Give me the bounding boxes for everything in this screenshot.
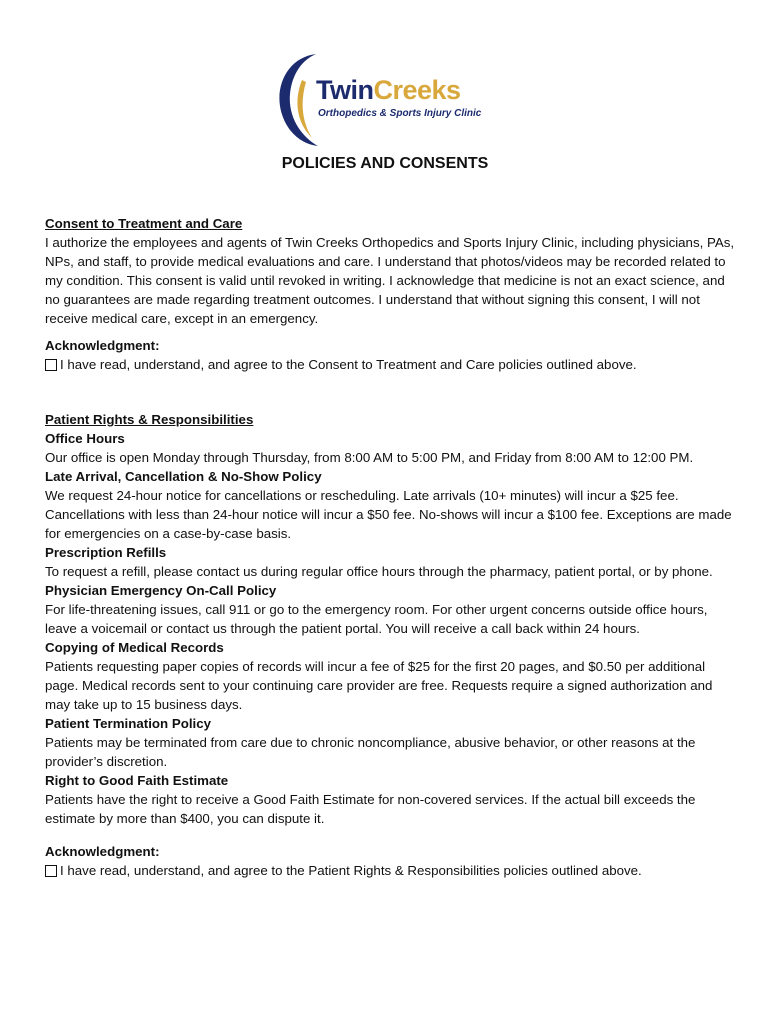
rights-acknowledgment [45,842,735,880]
logo-tagline: Orthopedics & Sports Injury Clinic [318,108,482,119]
document-body [45,214,735,880]
consent-acknowledgment [45,336,735,374]
section-body: Our office is open Monday through Thursday, from 8:00 AM to 5:00 PM, and Friday from 8:00 AM to 12:00 PM. [45,450,694,465]
section-title: Office Hours [45,431,125,446]
consent-body: I authorize the employees and agents of Twin Creeks Orthopedics and Sports Injury Clinic, including physicians, PAs, NPs, and staff, to provide medical evaluations and care. I understand that photos/videos may be recorded related to my condition. This consent is valid until revoked in writing. I acknowledge that medicine is not an exact science, and no guarantees are made regarding treatment outcomes. I understand that without signing this consent, I will not receive medical care, except in an emergency. [45,235,735,326]
section-title: Right to Good Faith Estimate [45,773,229,788]
section-body: We request 24-hour notice for cancellations or rescheduling. Late arrivals (10+ minutes) will incur a $25 fee. Cancellations with less than 24-hour notice will incur a $50 fee. No-shows will incur a $100 fee. Exceptions are made for emergencies on a case-by-case basis. [45,488,732,541]
page-title: POLICIES AND CONSENTS [281,155,489,172]
section-title: Late Arrival, Cancellation & No-Show Policy [45,469,322,484]
section-body: Patients may be terminated from care due to chronic noncompliance, abusive behavior, or other reasons at the provider’s discretion. [45,735,696,769]
rights-section-medical-records [45,638,735,714]
section-title: Patient Termination Policy [45,716,211,731]
consent-ack-checkbox[interactable] [45,359,57,371]
rights-section-late-arrival [45,467,735,543]
section-title: Physician Emergency On-Call Policy [45,583,277,598]
rights-section-prescription-refills [45,543,735,581]
consent-ack-row [45,355,735,374]
rights-section-on-call [45,581,735,638]
consent-heading: Consent to Treatment and Care [45,216,243,231]
rights-ack-label: Acknowledgment: [45,844,160,859]
section-body: Patients have the right to receive a Good Faith Estimate for non-covered services. If the actual bill exceeds the estimate by more than $400, you can dispute it. [45,792,696,826]
rights-heading: Patient Rights & Responsibilities [45,412,254,427]
section-body: For life-threatening issues, call 911 or go to the emergency room. For other urgent concerns outside office hours, leave a voicemail or contact us through the patient portal. You will receive a call back within 24 hours. [45,602,708,636]
section-body: To request a refill, please contact us during regular office hours through the pharmacy, patient portal, or by phone. [45,564,713,579]
consent-ack-text: I have read, understand, and agree to the Consent to Treatment and Care policies outlined above. [60,357,637,372]
logo-word-creeks: Creeks [373,75,461,105]
consent-ack-label: Acknowledgment: [45,338,160,353]
rights-ack-checkbox[interactable] [45,865,57,877]
section-body: Patients requesting paper copies of records will incur a fee of $25 for the first 20 pages, and $0.50 per additional page. Medical records sent to your continuing care provider are free. Requests require a signed authorization and may take up to 15 business days. [45,659,713,712]
rights-section-termination [45,714,735,771]
rights-ack-row [45,861,735,880]
rights-section-office-hours [45,429,735,467]
logo-wordmark [316,75,461,106]
section-title: Prescription Refills [45,545,167,560]
section-title: Copying of Medical Records [45,640,224,655]
rights-section-good-faith [45,771,735,828]
rights-ack-text: I have read, understand, and agree to the Patient Rights & Responsibilities policies outlined above. [60,863,642,878]
clinic-logo [272,50,512,148]
logo-word-twin: Twin [316,75,374,105]
